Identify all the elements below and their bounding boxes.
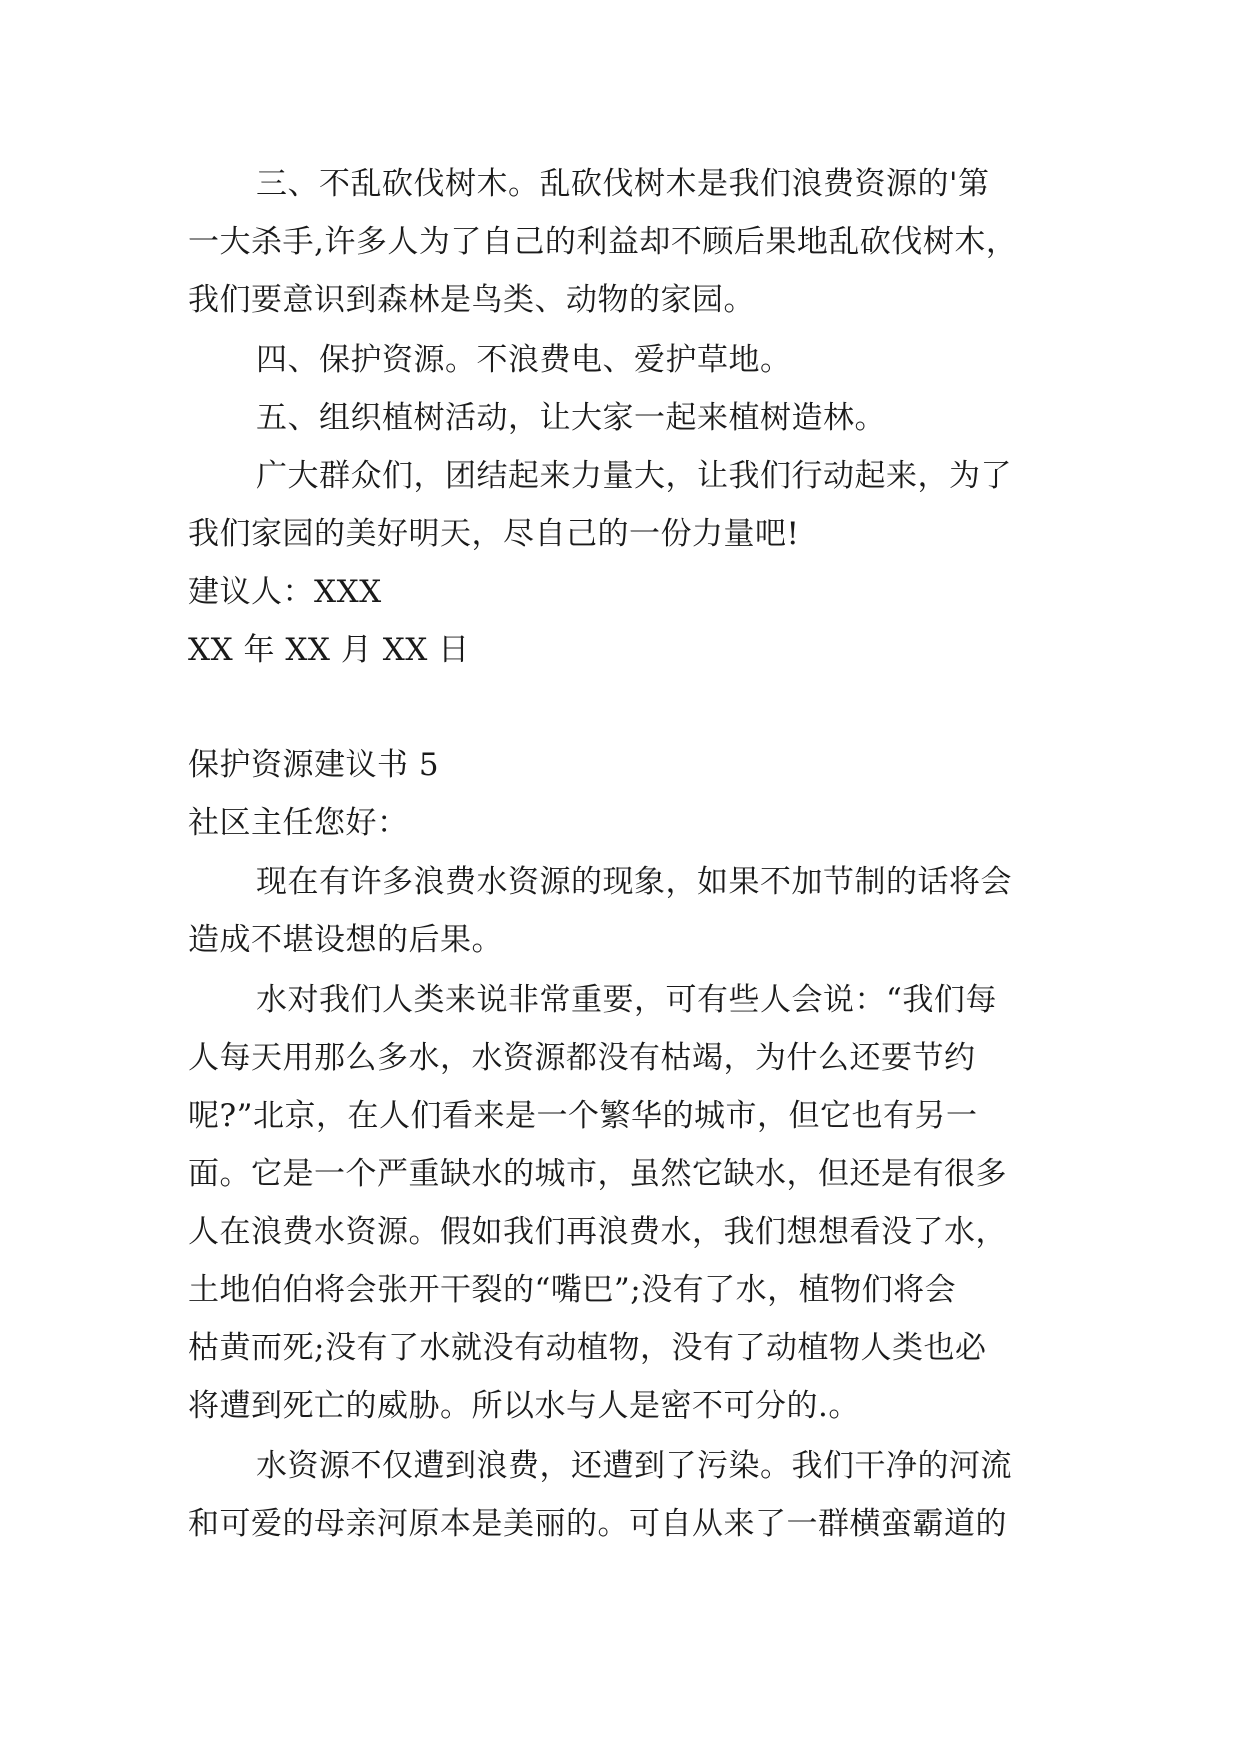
paragraph-line: 现在有许多浪费水资源的现象，如果不加节制的话将会	[256, 864, 1012, 900]
paragraph-line: 将遭到死亡的威胁。所以水与人是密不可分的.。	[188, 1388, 860, 1424]
paragraph-line: 土地伯伯将会张开干裂的“嘴巴”;没有了水，植物们将会	[188, 1272, 957, 1308]
paragraph-line: 和可爱的母亲河原本是美丽的。可自从来了一群横蛮霸道的	[188, 1506, 1007, 1542]
paragraph-line: 造成不堪设想的后果。	[188, 922, 503, 958]
signer-line: 建议人：XXX	[188, 574, 382, 610]
paragraph-line: 广大群众们，团结起来力量大，让我们行动起来，为了	[256, 458, 1012, 494]
list-item: 五、组织植树活动，让大家一起来植树造林。	[256, 400, 886, 436]
date-line: XX 年 XX 月 XX 日	[188, 632, 470, 668]
paragraph-line: 水对我们人类来说非常重要，可有些人会说：“我们每	[256, 982, 997, 1018]
paragraph-line: 一大杀手,许多人为了自己的利益却不顾后果地乱砍伐树木，	[188, 224, 1018, 260]
paragraph-line: 人每天用那么多水，水资源都没有枯竭，为什么还要节约	[188, 1040, 976, 1076]
list-item: 四、保护资源。不浪费电、爱护草地。	[256, 342, 792, 378]
paragraph-line: 呢?”北京，在人们看来是一个繁华的城市，但它也有另一	[188, 1098, 978, 1134]
paragraph-line: 我们要意识到森林是鸟类、动物的家园。	[188, 282, 755, 318]
salutation: 社区主任您好：	[188, 805, 409, 841]
paragraph-line: 三、不乱砍伐树木。乱砍伐树木是我们浪费资源的'第	[256, 166, 990, 202]
paragraph-line: 枯黄而死;没有了水就没有动植物，没有了动植物人类也必	[188, 1330, 987, 1366]
paragraph-line: 水资源不仅遭到浪费，还遭到了污染。我们干净的河流	[256, 1448, 1012, 1484]
section-title: 保护资源建议书 5	[188, 747, 440, 783]
paragraph-line: 人在浪费水资源。假如我们再浪费水，我们想想看没了水，	[188, 1214, 1007, 1250]
paragraph-line: 面。它是一个严重缺水的城市，虽然它缺水，但还是有很多	[188, 1156, 1007, 1192]
paragraph-line: 我们家园的美好明天，尽自己的一份力量吧!	[188, 516, 800, 552]
